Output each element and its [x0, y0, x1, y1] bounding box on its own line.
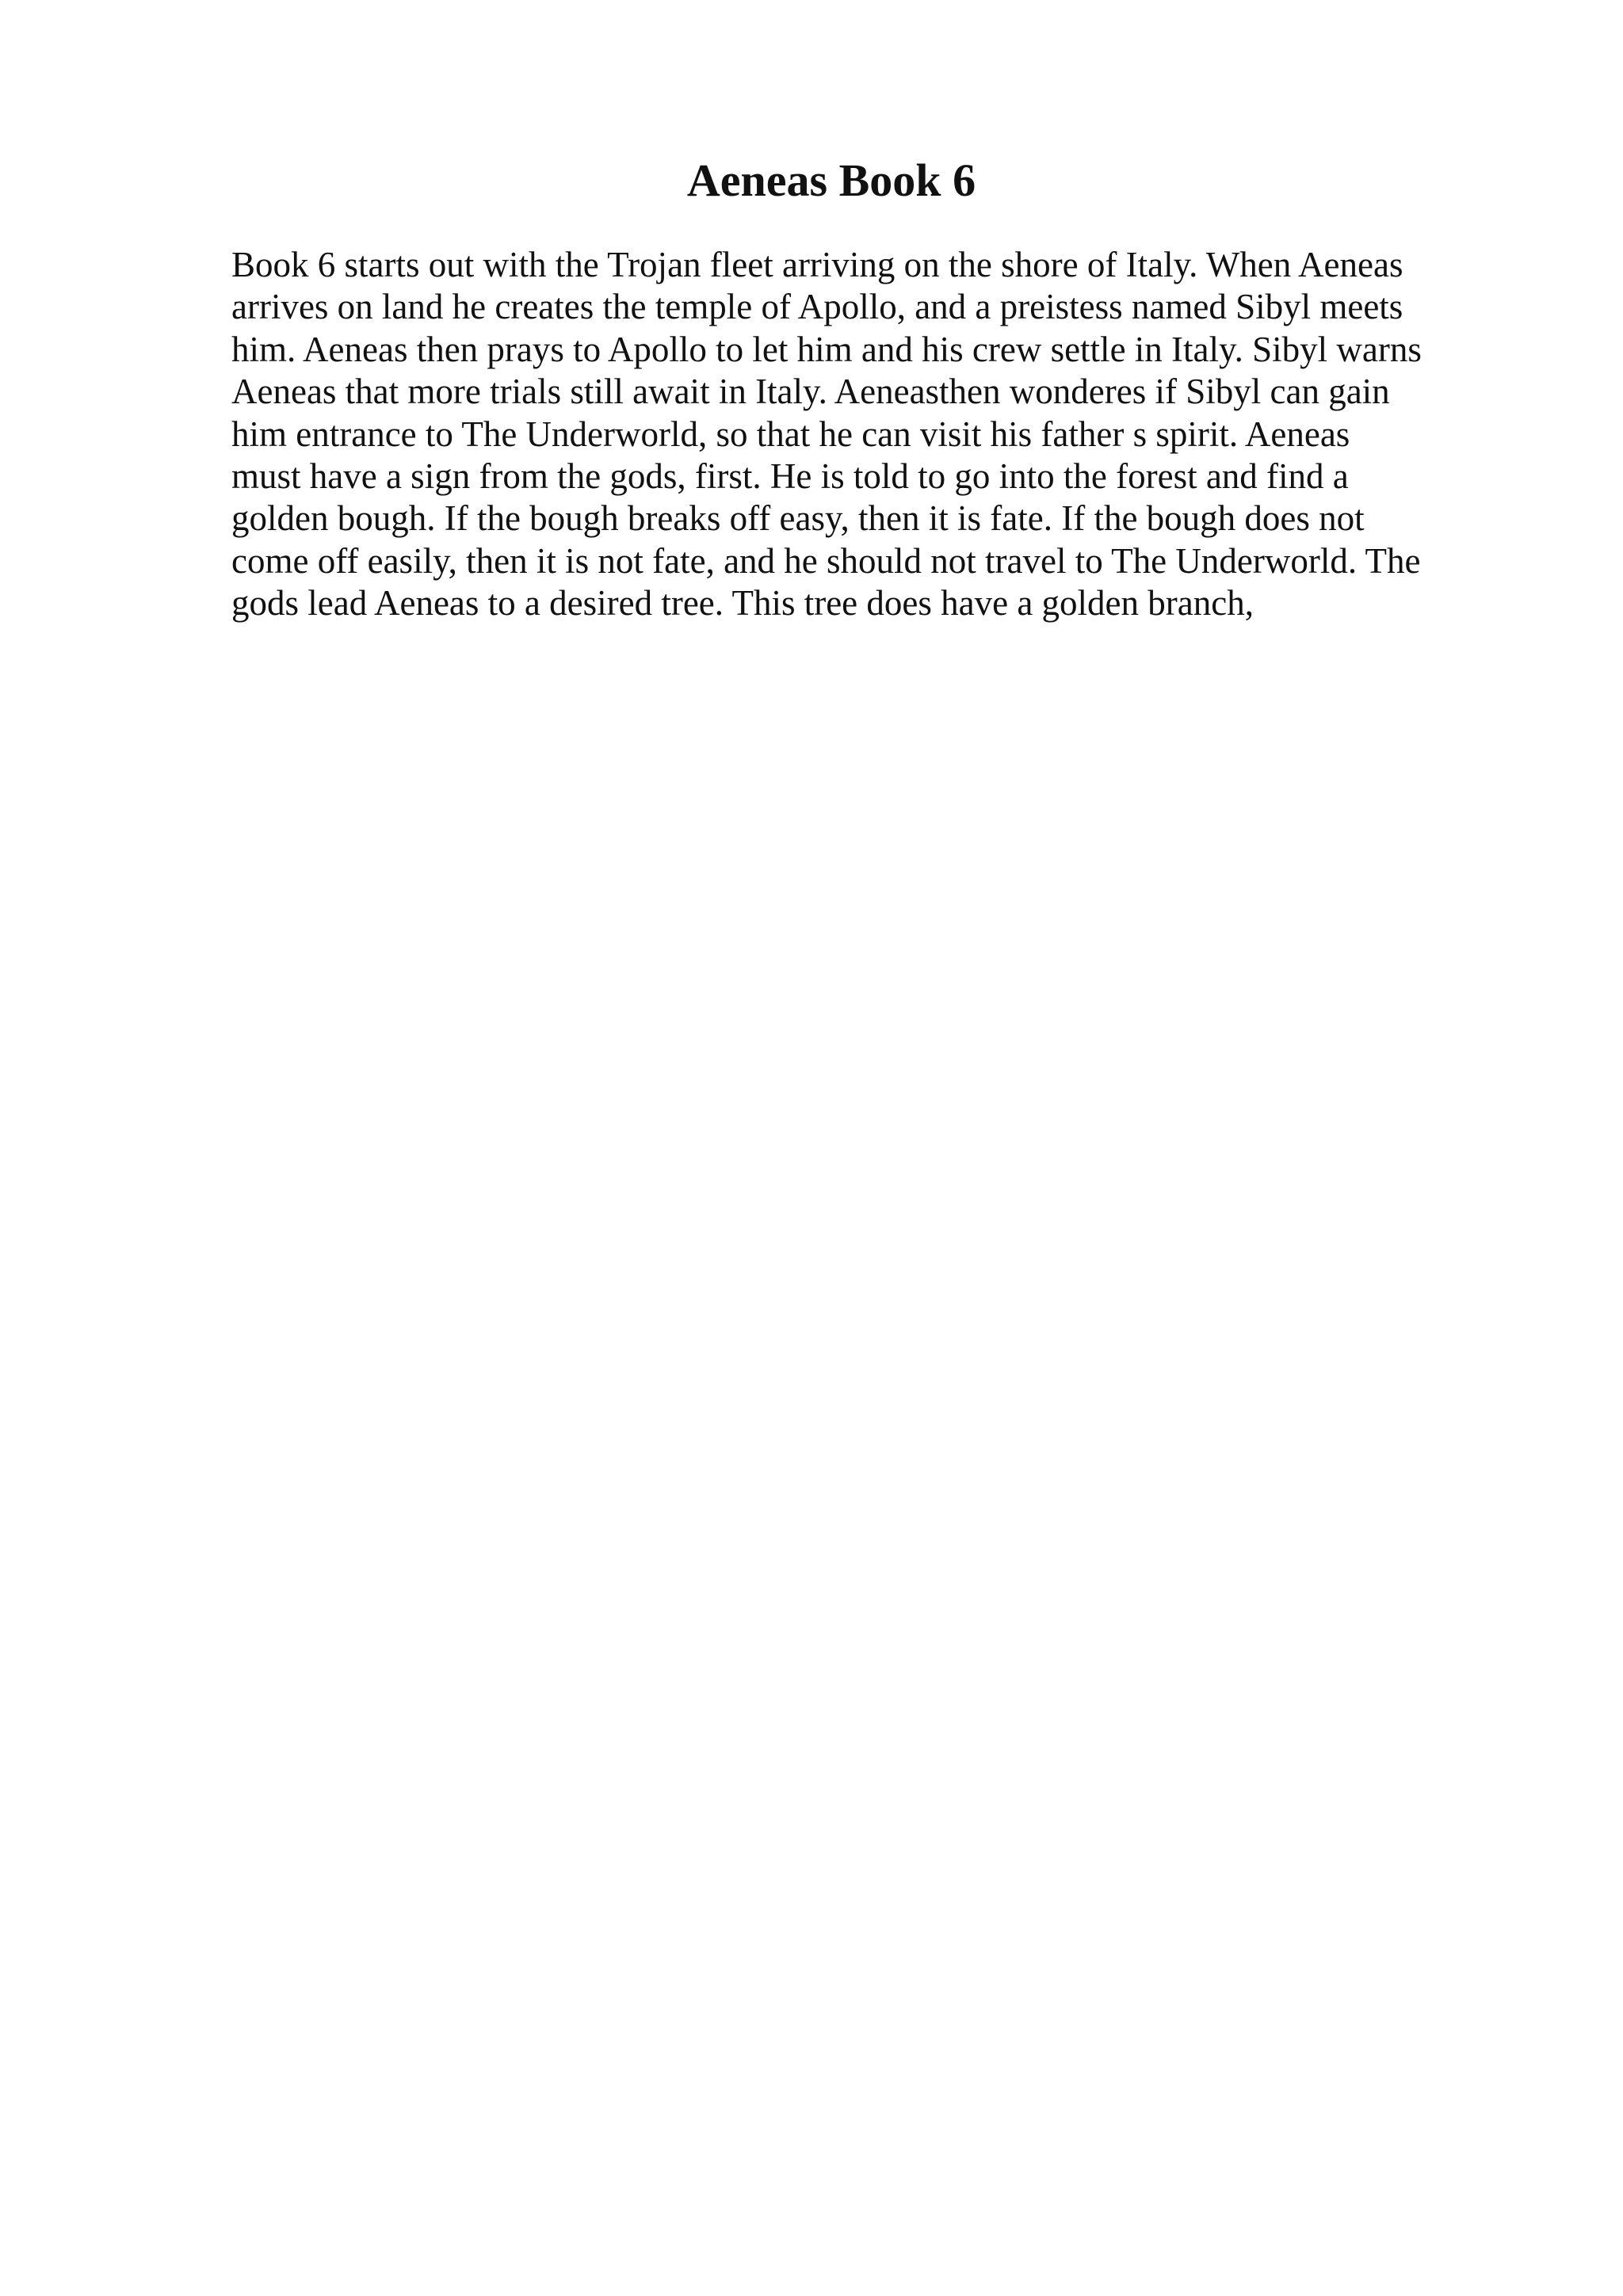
document-title: Aeneas Book 6: [686, 154, 976, 206]
body-line: Book 6 starts out with the Trojan fleet arriving on the shore of Italy. When Aeneas: [231, 245, 1403, 284]
body-line: must have a sign from the gods, first. He is told to go into the forest and find a: [231, 456, 1349, 497]
body-line: arrives on land he creates the temple of Apollo, and a preistess named Sibyl meets: [231, 287, 1403, 327]
body-line: him. Aeneas then prays to Apollo to let him and his crew settle in Italy. Sibyl warns: [231, 329, 1422, 369]
body-line: him entrance to The Underworld, so that he can visit his father s spirit. Aeneas: [231, 414, 1350, 454]
body-line: come off easily, then it is not fate, and he should not travel to The Underworld. The: [231, 540, 1421, 581]
body-line: gods lead Aeneas to a desired tree. This tree does have a golden branch,: [231, 583, 1254, 624]
body-line: Aeneas that more trials still await in Italy. Aeneasthen wonderes if Sibyl can gain: [231, 372, 1390, 412]
body-line: golden bough. If the bough breaks off easy, then it is fate. If the bough does not: [231, 498, 1365, 539]
document-body: [231, 244, 1594, 625]
